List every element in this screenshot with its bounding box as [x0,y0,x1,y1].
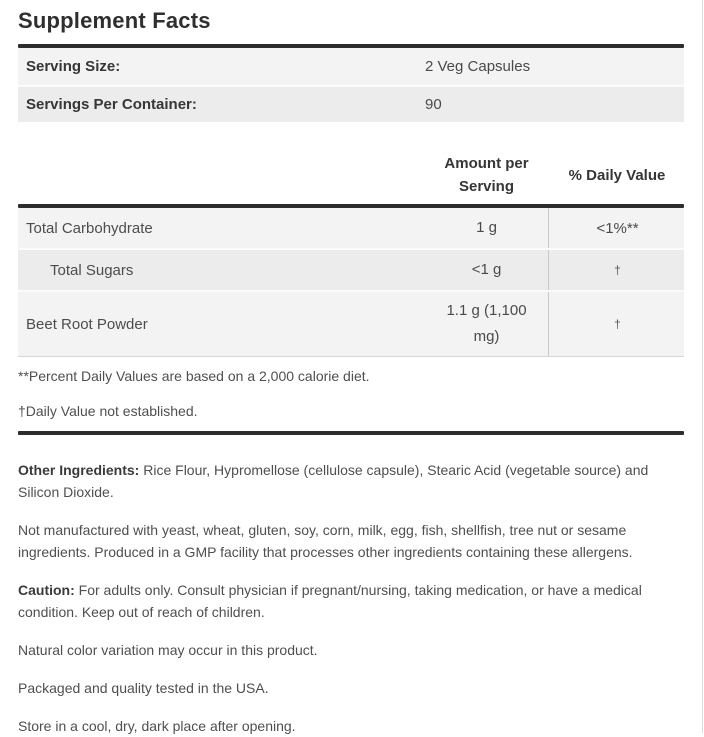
packaged-text: Packaged and quality tested in the USA. [18,680,269,696]
servings-per-container-row [18,85,684,122]
footnote-daily-values: **Percent Daily Values are based on a 2,000 calorie diet. [18,368,370,384]
details-section [18,435,684,737]
amount-per-serving-header: Amount per Serving [444,155,529,195]
other-ingredients-text: Rice Flour, Hypromellose (cellulose capsule), Stearic Acid (vegetable source) and Silicon Dioxide. [18,462,649,500]
table-row-total-carbohydrate [18,208,684,248]
serving-info-table [18,48,684,122]
ingredient-name: Total Sugars [50,261,134,279]
table-row-beet-root-powder [18,290,684,356]
paragraph-storage [18,715,684,737]
serving-size-row [18,48,684,85]
ingredient-name: Beet Root Powder [26,315,148,333]
serving-size-value: 2 Veg Capsules [425,58,531,75]
other-ingredients-lead: Other Ingredients: [18,462,140,478]
paragraph-other-ingredients [18,459,684,503]
ingredient-amount: 1 g [476,219,497,236]
allergens-text: Not manufactured with yeast, wheat, gluten, soy, corn, milk, egg, fish, shellfish, tree nut or sesame ingredients. Produced in a GMP facility that processes other ingredients containing these allergens. [18,522,633,560]
footnotes [18,368,684,419]
facts-table [18,208,684,357]
footnote-dagger: †Daily Value not established. [18,403,198,419]
servings-per-container-label: Servings Per Container: [26,96,197,113]
ingredient-daily-value: <1%** [548,208,686,248]
ingredient-amount: <1 g [471,261,502,278]
caution-lead: Caution: [18,582,75,598]
ingredient-amount: 1.1 g (1,100 mg) [446,302,527,345]
serving-size-label: Serving Size: [26,58,121,75]
paragraph-allergens [18,519,684,563]
color-variation-text: Natural color variation may occur in this product. [18,642,318,658]
paragraph-caution [18,579,684,623]
percent-daily-value-header: % Daily Value [568,166,666,184]
ingredient-name: Total Carbohydrate [26,219,153,237]
page-title: Supplement Facts [18,8,211,33]
ingredient-daily-value: † [548,250,686,290]
paragraph-packaged [18,677,684,699]
servings-per-container-value: 90 [425,96,442,113]
paragraph-color-variation [18,639,684,661]
table-row-total-sugars [18,248,684,290]
caution-text: For adults only. Consult physician if pregnant/nursing, taking medication, or have a medical condition. Keep out of reach of children. [18,582,642,620]
ingredient-daily-value: † [548,292,686,356]
storage-text: Store in a cool, dry, dark place after opening. [18,718,296,734]
facts-header-row [18,152,684,198]
